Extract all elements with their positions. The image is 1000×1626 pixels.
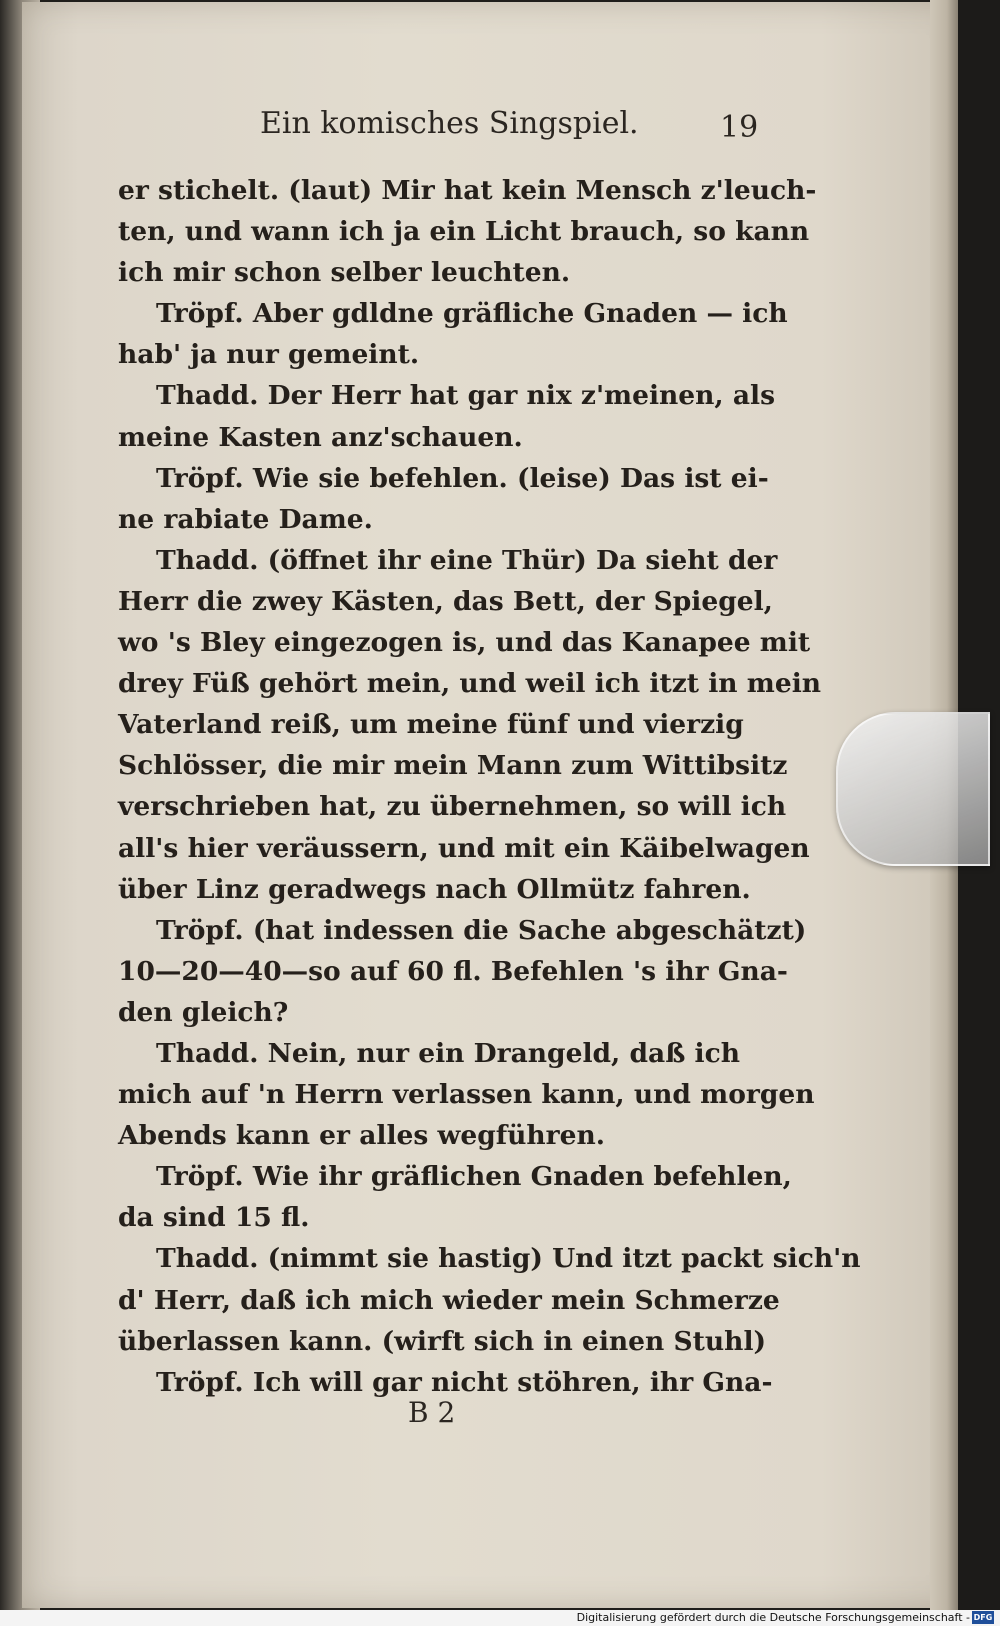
text-line: Tröpf. Ich will gar nicht stöhren, ihr Gna- — [156, 1366, 773, 1398]
running-title: Ein komisches Singspiel. — [260, 106, 639, 141]
text-line: über Linz geradwegs nach Ollmütz fahren. — [118, 873, 751, 905]
text-line: Schlösser, die mir mein Mann zum Wittibsitz — [118, 750, 788, 782]
text-line: ne rabiate Dame. — [118, 503, 373, 535]
text-line: all's hier veräussern, und mit ein Käibelwagen — [118, 832, 810, 864]
text-line: mich auf 'n Herrn verlassen kann, und morgen — [118, 1079, 815, 1111]
text-line: 10—20—40—so auf 60 fl. Befehlen 's ihr Gna- — [118, 955, 788, 987]
text-line: meine Kasten anz'schauen. — [118, 421, 523, 453]
page-holder-clip — [836, 712, 990, 866]
dfg-logo: DFG — [973, 1613, 993, 1622]
text-line: Herr die zwey Kästen, das Bett, der Spiegel, — [118, 585, 773, 617]
text-line: Tröpf. Wie ihr gräflichen Gnaden befehlen, — [156, 1161, 792, 1193]
text-line: er stichelt. (laut) Mir hat kein Mensch z'leuch- — [118, 175, 817, 206]
text-line: Thadd. (nimmt sie hastig) Und itzt packt sich'n — [156, 1243, 861, 1275]
text-line: Tröpf. (hat indessen die Sache abgeschätzt) — [156, 914, 807, 946]
text-line: hab' ja nur gemeint. — [118, 339, 420, 371]
page-number: 19 — [720, 110, 759, 145]
text-line: Tröpf. Wie sie befehlen. (leise) Das ist ei- — [156, 462, 769, 494]
text-line: Vaterland reiß, um meine fünf und vierzig — [118, 709, 744, 741]
text-line: ich mir schon selber leuchten. — [118, 257, 571, 289]
text-line: wo 's Bley eingezogen is, und das Kanapee mit — [118, 627, 811, 659]
text-line: Thadd. (öffnet ihr eine Thür) Da sieht der — [156, 544, 778, 576]
text-line: d' Herr, daß ich mich wieder mein Schmerze — [118, 1284, 780, 1316]
credit-text: Digitalisierung gefördert durch die Deutsche Forschungsgemeinschaft - — [576, 1611, 970, 1624]
text-line: überlassen kann. (wirft sich in einen Stuhl) — [118, 1325, 767, 1357]
text-line: drey Füß gehört mein, und weil ich itzt in mein — [118, 668, 822, 700]
text-line: Tröpf. Aber gdldne gräfliche Gnaden — ich — [156, 298, 788, 330]
text-line: ten, und wann ich ja ein Licht brauch, so kann — [118, 216, 810, 248]
text-line: Thadd. Der Herr hat gar nix z'meinen, als — [156, 380, 776, 412]
page-header — [120, 106, 770, 152]
text-line: da sind 15 fl. — [118, 1202, 310, 1234]
page-text-body — [118, 170, 861, 1403]
text-line: Abends kann er alles wegführen. — [118, 1120, 605, 1152]
text-line: Thadd. Nein, nur ein Drangeld, daß ich — [156, 1037, 741, 1069]
text-line: verschrieben hat, zu übernehmen, so will ich — [118, 791, 787, 823]
text-line: den gleich? — [118, 996, 289, 1028]
signature-mark: B 2 — [408, 1396, 456, 1429]
